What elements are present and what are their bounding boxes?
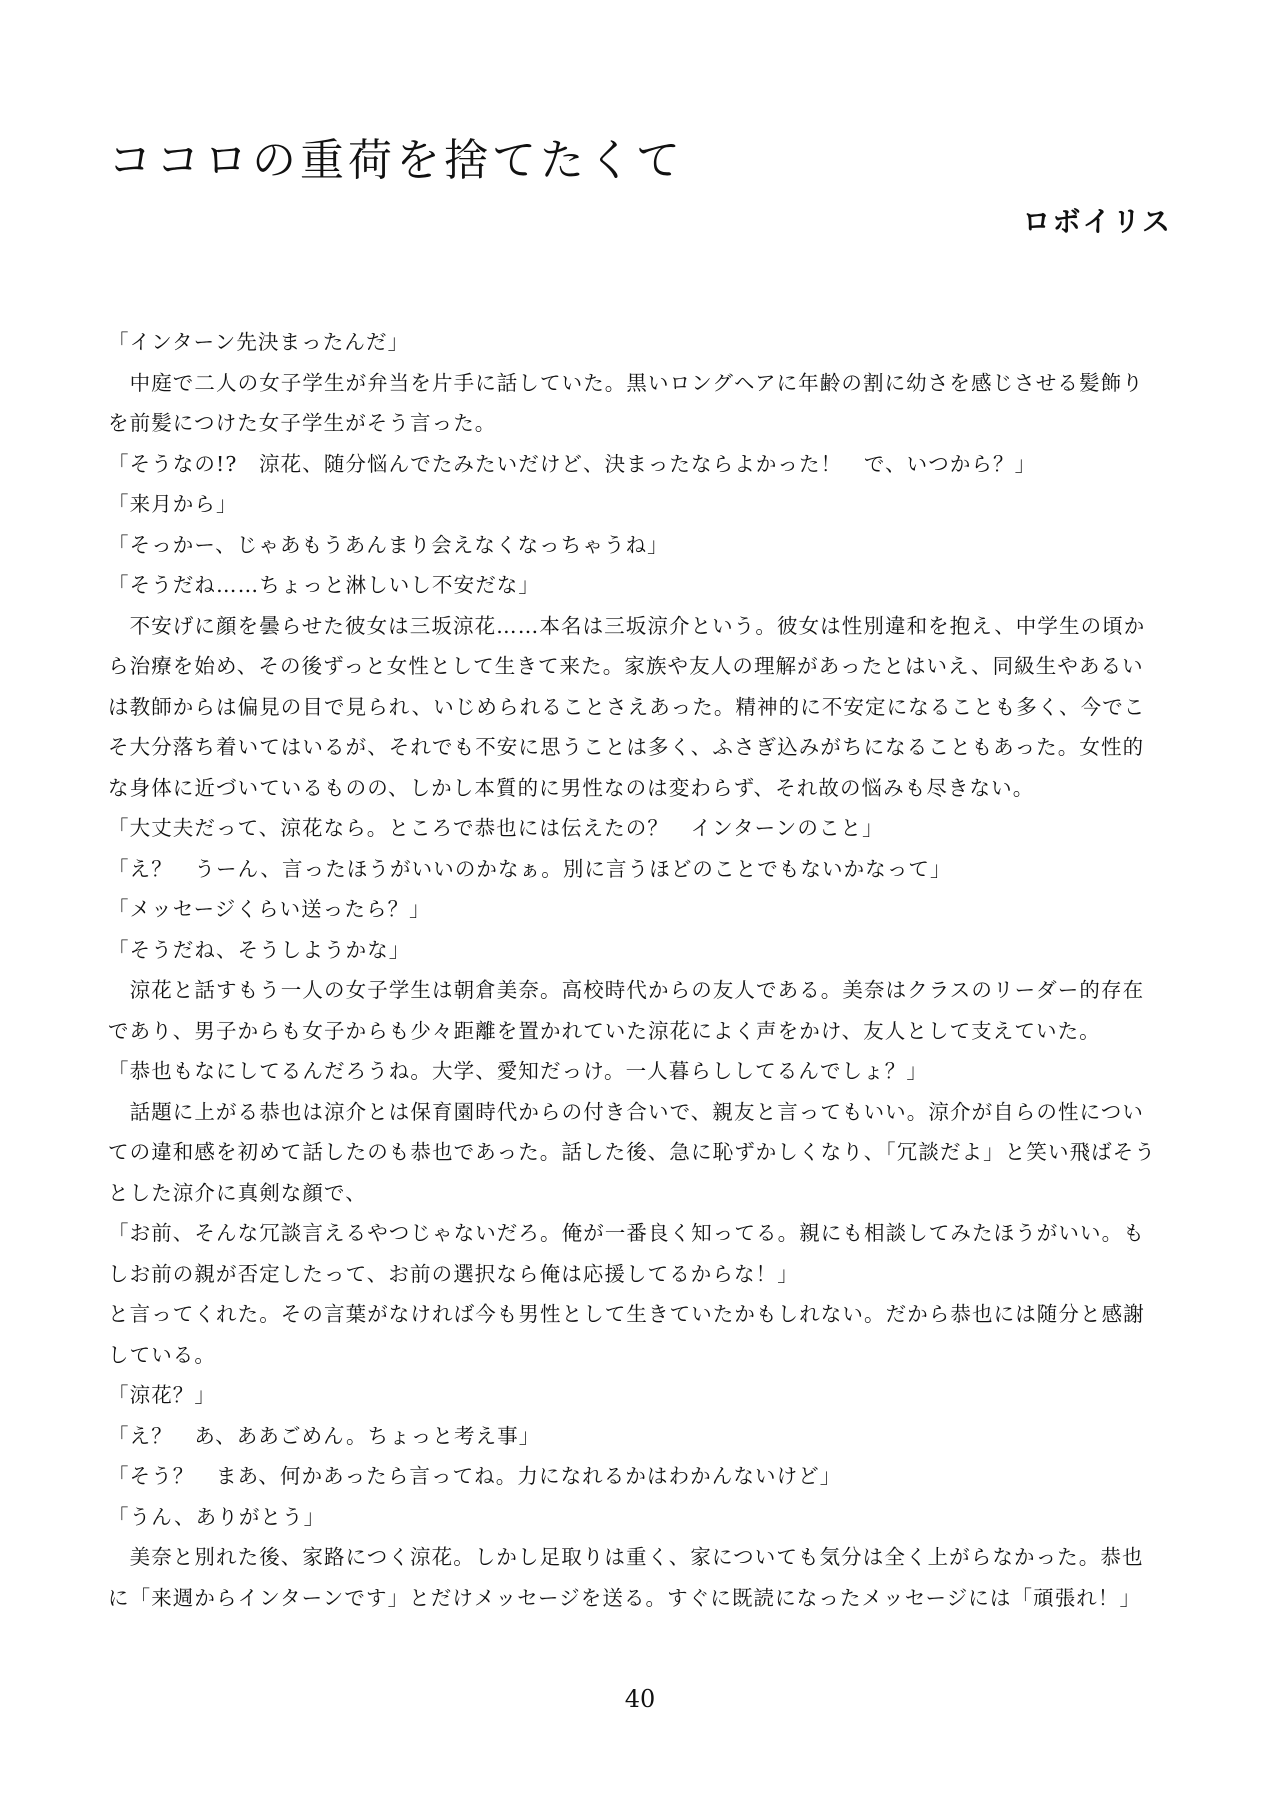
story-title: ココロの重荷を捨てたくて — [108, 135, 684, 186]
text-line: 「恭也もなにしてるんだろうね。大学、愛知だっけ。一人暮らししてるんでしょ？」 — [108, 1059, 928, 1083]
text-line: 「来月から」 — [108, 492, 238, 516]
text-line: であり、男子からも女子からも少々距離を置かれていた涼花によく声をかけ、友人として支えていた。 — [108, 1018, 1101, 1043]
text-line: 「え？ うーん、言ったほうがいいのかなぁ。別に言うほどのことでもないかなって」 — [108, 856, 952, 881]
text-line: しお前の親が否定したって、お前の選択なら俺は応援してるからな！」 — [108, 1261, 799, 1286]
text-line: 「そうだね、そうしようかな」 — [108, 937, 411, 962]
text-line: 不安げに顔を曇らせた彼女は三坂涼花……本名は三坂涼介という。彼女は性別違和を抱え、中学生の頃か — [108, 613, 1146, 638]
page-number: 40 — [624, 1685, 656, 1713]
text-line: ら治療を始め、その後ずっと女性として生きて来た。家族や友人の理解があったとはいえ、同級生やあるい — [108, 654, 1144, 678]
text-line: している。 — [108, 1342, 216, 1367]
text-line: 「大丈夫だって、涼花なら。ところで恭也には伝えたの？ インターンのこと」 — [108, 816, 884, 840]
text-line: 「そう？ まあ、何かあったら言ってね。力になれるかはわかんないけど」 — [108, 1464, 842, 1488]
author-name: ロボイリス — [1022, 205, 1172, 238]
text-line: とした涼介に真剣な顔で、 — [108, 1180, 367, 1205]
text-line: 「そうだね……ちょっと淋しいし不安だな」 — [108, 573, 540, 597]
text-line: 美奈と別れた後、家路につく涼花。しかし足取りは重く、家についても気分は全く上がらなかった。恭也 — [108, 1545, 1144, 1569]
text-line: は教師からは偏見の目で見られ、いじめられることさえあった。精神的に不安定になることも多く、今でこ — [108, 694, 1146, 719]
text-line: と言ってくれた。その言葉がなければ今も男性として生きていたかもしれない。だから恭也には随分と感謝 — [108, 1302, 1145, 1326]
text-line: 涼花と話すもう一人の女子学生は朝倉美奈。高校時代からの友人である。美奈はクラスのリーダー的存在 — [108, 978, 1145, 1002]
text-line: 「メッセージくらい送ったら？」 — [108, 897, 431, 921]
text-line: ての違和感を初めて話したのも恭也であった。話した後、急に恥ずかしくなり、「冗談だよ」と笑い飛ばそう — [108, 1140, 1156, 1164]
text-line: を前髪につけた女子学生がそう言った。 — [108, 411, 497, 435]
text-line: 「お前、そんな冗談言えるやつじゃないだろ。俺が一番良く知ってる。親にも相談してみたほうがいい。も — [108, 1221, 1145, 1245]
text-line: 話題に上がる恭也は涼介とは保育園時代からの付き合いで、親友と言ってもいい。涼介が自らの性につい — [108, 1099, 1144, 1124]
text-line: 「うん、ありがとう」 — [108, 1504, 326, 1529]
text-line: 中庭で二人の女子学生が弁当を片手に話していた。黒いロングヘアに年齢の割に幼さを感じさせる髪飾り — [108, 370, 1144, 395]
text-line: そ大分落ち着いてはいるが、それでも不安に思うことは多く、ふさぎ込みがちになることもあった。女性的 — [108, 735, 1145, 759]
text-line: 「え？ あ、ああごめん。ちょっと考え事」 — [108, 1423, 541, 1448]
text-line: に「来週からインターンです」とだけメッセージを送る。すぐに既読になったメッセージには「頑張れ！」 — [108, 1585, 1142, 1610]
text-line: 「そうなの!? 涼花、随分悩んでたみたいだけど、決まったならよかった！ で、いつから？」 — [108, 451, 1037, 476]
text-line: 「インターン先決まったんだ」 — [108, 330, 410, 354]
story-body — [108, 322, 1176, 1618]
text-line: 「涼花？」 — [108, 1383, 216, 1407]
text-line: な身体に近づいているものの、しかし本質的に男性なのは変わらず、それ故の悩みも尽きない。 — [108, 775, 1035, 800]
text-line: 「そっかー、じゃあもうあんまり会えなくなっちゃうね」 — [108, 532, 669, 557]
